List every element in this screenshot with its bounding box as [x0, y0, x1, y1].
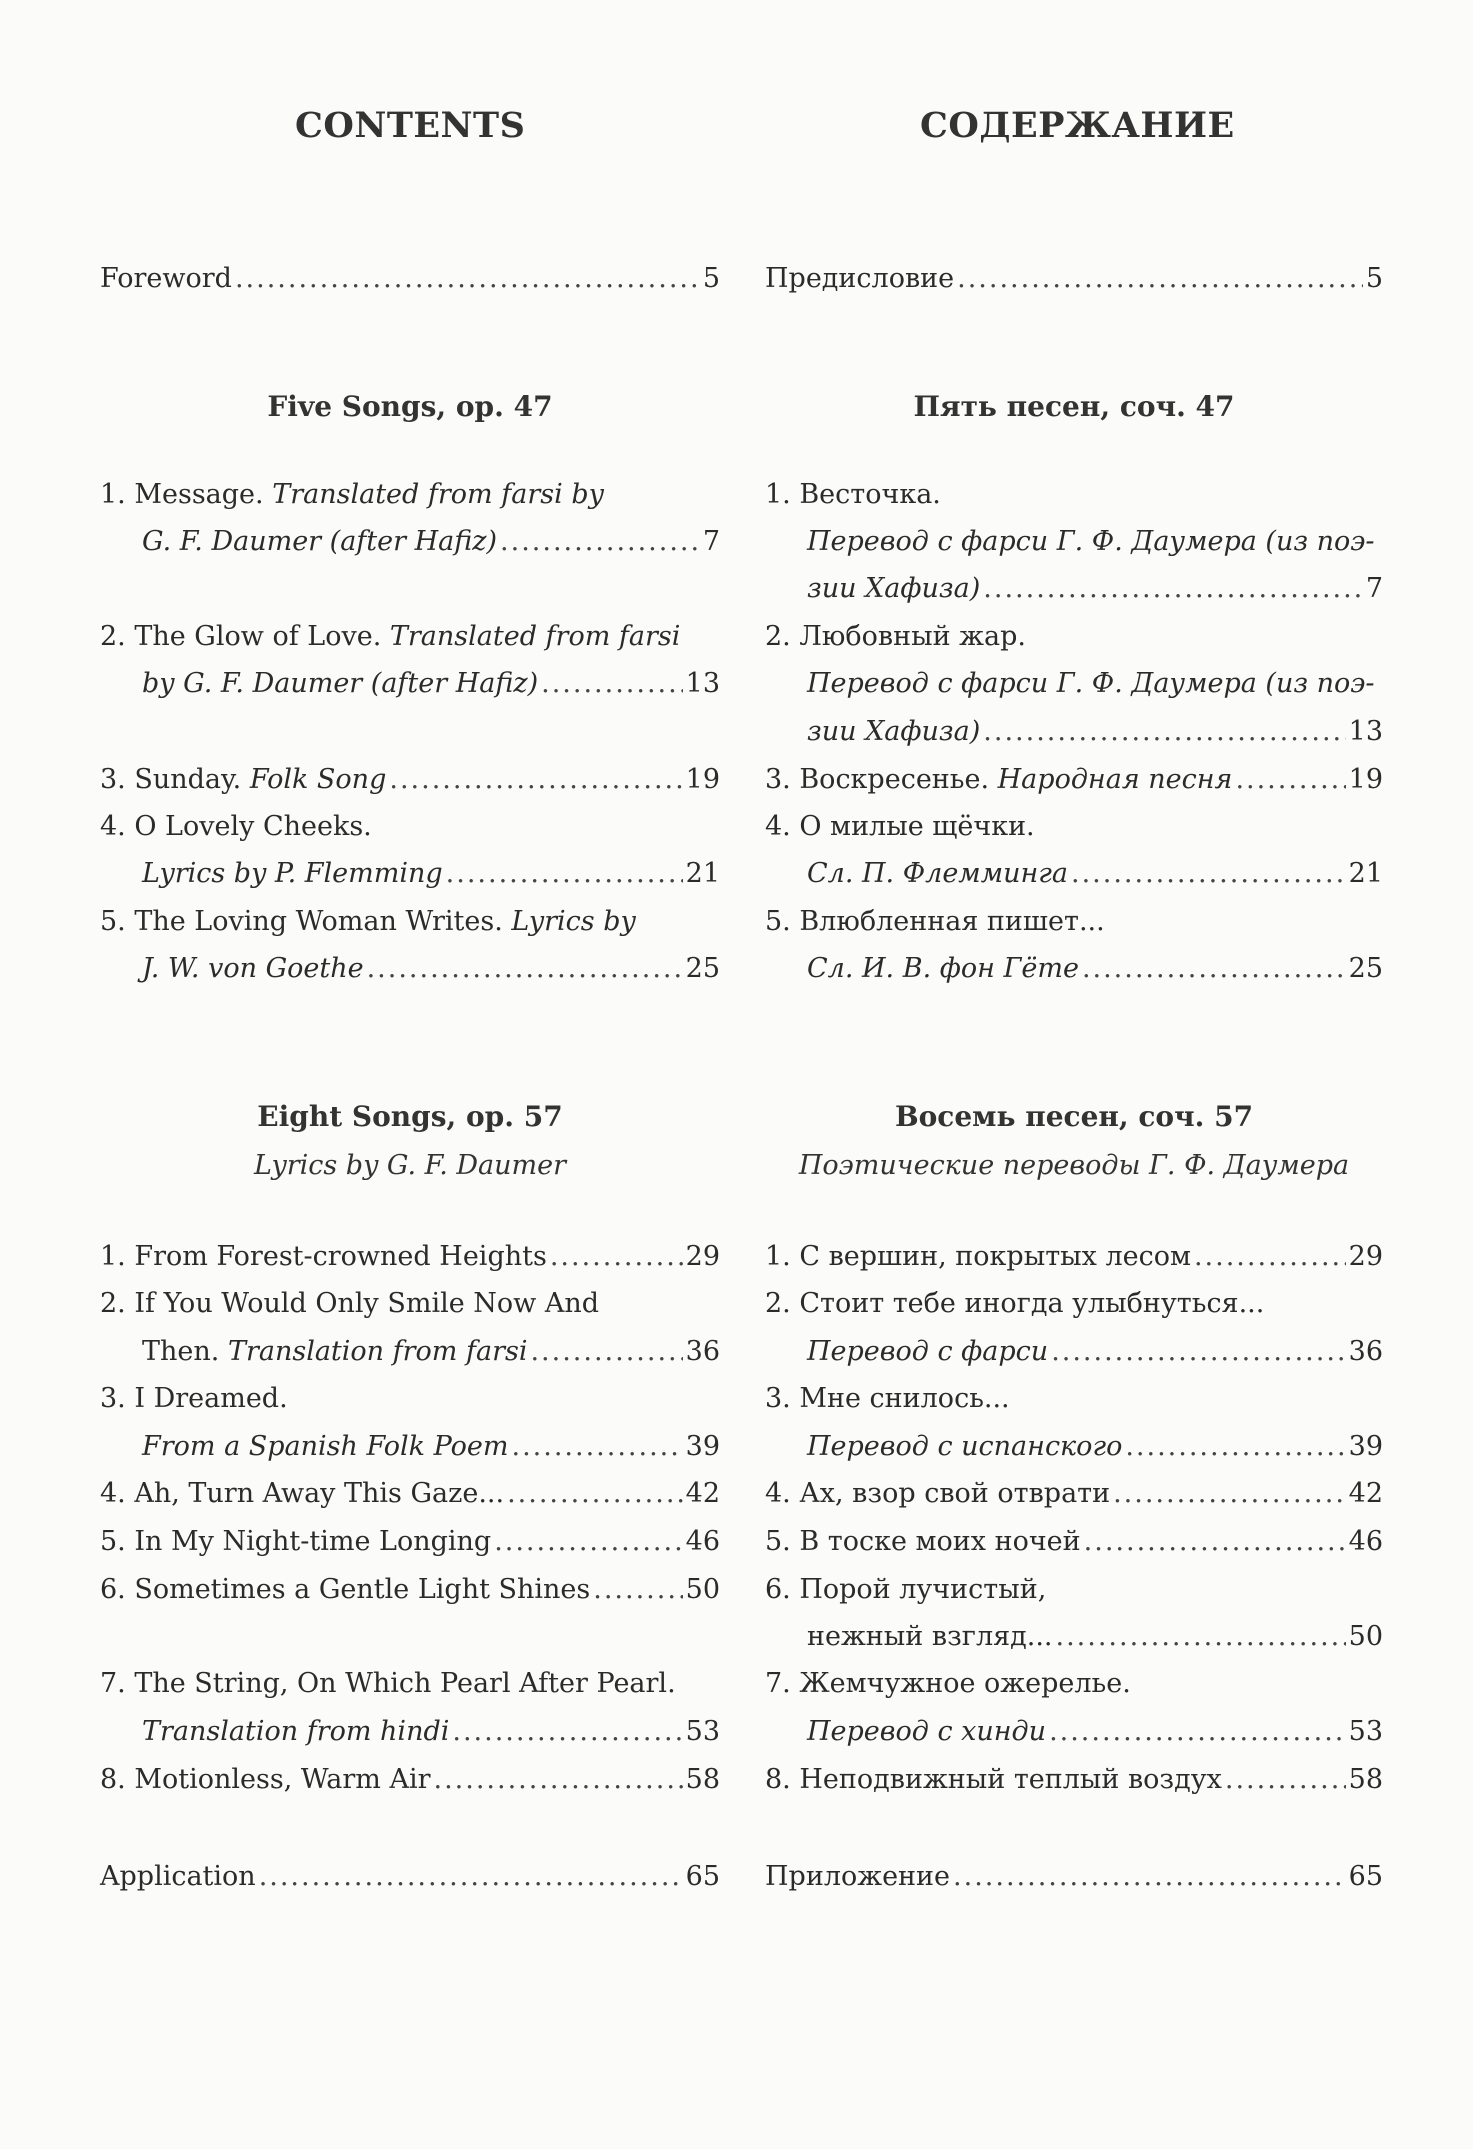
- entry-title: 2. Любовный жар.: [765, 621, 1026, 652]
- leader-dots: [1082, 952, 1346, 986]
- entry-italic-note: Перевод с хинди: [807, 1716, 1047, 1747]
- leader-dots: [507, 1477, 683, 1511]
- entry-page: 42: [685, 1478, 720, 1509]
- entry-page: 65: [685, 1861, 720, 1892]
- leader-dots: [452, 1715, 682, 1749]
- leader-dots: [530, 1335, 682, 1369]
- toc-entry-line: [765, 1382, 1383, 1416]
- toc-entry: [100, 1477, 720, 1511]
- entry-text: [100, 1525, 491, 1559]
- entry-italic-note: Translated from farsi: [389, 621, 681, 652]
- entry-text: [765, 905, 1105, 939]
- entry-text: [807, 525, 1375, 559]
- entry-text: [100, 1667, 676, 1701]
- toc-entry: [100, 1240, 720, 1274]
- leader-dots: [1235, 763, 1345, 797]
- entry-italic-note: зии Хафиза): [807, 716, 981, 747]
- entry-italic-note: Сл. П. Флемминга: [807, 858, 1068, 889]
- entry-page: 36: [685, 1336, 720, 1367]
- leader-dots: [541, 667, 683, 701]
- toc-entry: [100, 857, 720, 891]
- entry-text: [100, 905, 636, 939]
- entry-title: 3. I Dreamed.: [100, 1383, 288, 1414]
- entry-text: [100, 763, 386, 797]
- entry-title: 7. The String, On Which Pearl After Pearl.: [100, 1668, 676, 1699]
- entry-title: 4. Ах, взор свой отврати: [765, 1478, 1111, 1509]
- leader-dots: [389, 763, 682, 797]
- entry-title: 7. Жемчужное ожерелье.: [765, 1668, 1131, 1699]
- entry-text: [807, 572, 980, 606]
- entry-title: 1. Message.: [100, 479, 273, 510]
- entry-text: [807, 715, 980, 749]
- toc-entry-line: [765, 1287, 1383, 1321]
- entry-page: 36: [1348, 1336, 1383, 1367]
- entry-page: 21: [1348, 858, 1383, 889]
- entry-text: [807, 952, 1079, 986]
- toc-entry: [765, 1240, 1383, 1274]
- entry-title: 5. The Loving Woman Writes.: [100, 906, 512, 937]
- entry-italic-note: Translation from hindi: [142, 1716, 450, 1747]
- entry-page: 53: [685, 1716, 720, 1747]
- leader-dots: [259, 1860, 683, 1894]
- entry-italic-note: Translated from farsi by: [272, 479, 604, 510]
- entry-title: 2. If You Would Only Smile Now And: [100, 1288, 600, 1319]
- toc-entry: [100, 952, 720, 986]
- toc-entry: [100, 763, 720, 797]
- entry-page: 5: [702, 263, 720, 294]
- entry-text: [100, 1763, 431, 1797]
- entry-page: 58: [1348, 1764, 1383, 1795]
- entry-italic-note: From a Spanish Folk Poem: [142, 1431, 509, 1462]
- leader-dots: [1049, 1715, 1346, 1749]
- entry-text: [807, 1430, 1122, 1464]
- entry-text: [765, 1382, 1010, 1416]
- section-title-five-songs: Five Songs, op. 47: [267, 390, 553, 423]
- leader-dots: [1194, 1240, 1346, 1274]
- entry-text: [765, 1573, 1046, 1607]
- toc-entry-line: [765, 525, 1383, 559]
- entry-page: 7: [1365, 573, 1383, 604]
- section-subtitle-eight-songs: Lyrics by G. F. Daumer: [253, 1150, 567, 1181]
- entry-page: 42: [1348, 1478, 1383, 1509]
- section-subtitle-eight-songs-ru: Поэтические переводы Г. Ф. Даумера: [798, 1150, 1350, 1181]
- entry-text: [807, 1715, 1046, 1749]
- leader-dots: [235, 262, 700, 296]
- leader-dots: [367, 952, 683, 986]
- entry-page: 7: [702, 526, 720, 557]
- entry-page: 65: [1348, 1861, 1383, 1892]
- entry-label: Foreword: [100, 263, 232, 294]
- entry-text: [765, 763, 1232, 797]
- entry-title: 5. В тоске моих ночей: [765, 1526, 1081, 1557]
- entry-text: [765, 1287, 1264, 1321]
- toc-entry: [765, 857, 1383, 891]
- entry-page: 19: [685, 764, 720, 795]
- entry-title: Then.: [142, 1336, 228, 1367]
- toc-entry-line: [765, 810, 1383, 844]
- entry-text: [807, 857, 1068, 891]
- entry-text: [765, 1240, 1191, 1274]
- toc-entry: [100, 667, 720, 701]
- leader-dots: [494, 1525, 682, 1559]
- entry-italic-note: Перевод с фарси: [807, 1336, 1049, 1367]
- entry-title: 4. Ah, Turn Away This Gaze...: [100, 1478, 505, 1509]
- entry-text: [100, 1477, 504, 1511]
- toc-entry-line: [765, 478, 1383, 512]
- entry-title: 5. In My Night-time Longing: [100, 1526, 492, 1557]
- entry-italic-note: Перевод с фарси Г. Ф. Даумера (из поэ-: [807, 668, 1375, 699]
- toc-entry-application-ru: [765, 1860, 1383, 1894]
- entry-label: Приложение: [765, 1861, 951, 1892]
- entry-page: 46: [685, 1526, 720, 1557]
- entry-text: [142, 1335, 527, 1369]
- leader-dots: [446, 857, 683, 891]
- entry-text: [807, 1335, 1048, 1369]
- entry-page: 39: [685, 1431, 720, 1462]
- entry-text: [100, 1382, 288, 1416]
- toc-entry-line: [100, 478, 720, 512]
- leader-dots: [1071, 857, 1346, 891]
- toc-entry-line: [765, 1573, 1383, 1607]
- entry-text: [100, 478, 604, 512]
- entry-page: 58: [685, 1764, 720, 1795]
- toc-entry-line: [765, 620, 1383, 654]
- entry-italic-note: Перевод с фарси Г. Ф. Даумера (из поэ-: [807, 526, 1375, 557]
- entry-title: нежный взгляд...: [807, 1621, 1053, 1652]
- entry-title: 4. O Lovely Cheeks.: [100, 811, 372, 842]
- toc-entry-line: [100, 1287, 720, 1321]
- entry-label: Application: [100, 1861, 256, 1892]
- entry-text: [100, 1240, 547, 1274]
- leader-dots: [512, 1430, 683, 1464]
- entry-italic-note: Сл. И. В. фон Гёте: [807, 953, 1079, 984]
- leader-dots: [983, 572, 1363, 606]
- entry-text: [100, 1573, 590, 1607]
- toc-entry: [765, 1620, 1383, 1654]
- toc-entry: [100, 1335, 720, 1369]
- entry-page: 46: [1348, 1526, 1383, 1557]
- leader-dots: [1051, 1335, 1345, 1369]
- toc-entry: [765, 1763, 1383, 1797]
- entry-italic-note: Народная песня: [997, 764, 1233, 795]
- entry-page: 39: [1348, 1431, 1383, 1462]
- toc-entry: [765, 1335, 1383, 1369]
- entry-italic-note: Перевод с испанского: [807, 1431, 1123, 1462]
- entry-page: 50: [1348, 1621, 1383, 1652]
- toc-entry: [765, 715, 1383, 749]
- entry-title: 3. Sunday.: [100, 764, 250, 795]
- toc-entry-line: [100, 905, 720, 939]
- entry-title: 1. С вершин, покрытых лесом: [765, 1241, 1191, 1272]
- entry-italic-note: G. F. Daumer (after Hafiz): [142, 526, 498, 557]
- entry-title: 3. Мне снилось...: [765, 1383, 1010, 1414]
- toc-entry: [765, 1430, 1383, 1464]
- toc-entry-line: [100, 1667, 720, 1701]
- entry-text: [142, 1715, 449, 1749]
- leader-dots: [957, 262, 1363, 296]
- entry-page: 13: [685, 668, 720, 699]
- toc-entry: [100, 1430, 720, 1464]
- entry-text: [100, 810, 372, 844]
- entry-page: 53: [1348, 1716, 1383, 1747]
- entry-title: 4. О милые щёчки.: [765, 811, 1035, 842]
- leader-dots: [1125, 1430, 1345, 1464]
- entry-title: 6. Sometimes a Gentle Light Shines: [100, 1574, 591, 1605]
- toc-entry-line: [765, 1667, 1383, 1701]
- leader-dots: [434, 1763, 683, 1797]
- contents-title: CONTENTS: [295, 105, 526, 146]
- toc-entry-line: [100, 810, 720, 844]
- entry-text: [765, 1763, 1222, 1797]
- toc-entry: [765, 952, 1383, 986]
- toc-entry: [765, 572, 1383, 606]
- entry-page: 25: [685, 953, 720, 984]
- entry-title: 1. Весточка.: [765, 479, 941, 510]
- toc-entry: [100, 1525, 720, 1559]
- entry-page: 21: [685, 858, 720, 889]
- entry-title: 8. Неподвижный теплый воздух: [765, 1764, 1222, 1795]
- toc-entry-line: [100, 620, 720, 654]
- entry-text: [765, 810, 1035, 844]
- entry-text: [142, 952, 364, 986]
- entry-text: [765, 1667, 1131, 1701]
- leader-dots: [1056, 1620, 1346, 1654]
- entry-page: 25: [1348, 953, 1383, 984]
- entry-text: [142, 857, 443, 891]
- entry-italic-note: Translation from farsi: [227, 1336, 528, 1367]
- entry-page: 5: [1365, 263, 1383, 294]
- leader-dots: [953, 1860, 1346, 1894]
- toc-entry-line: [765, 905, 1383, 939]
- entry-text: [142, 1430, 509, 1464]
- entry-title: 3. Воскресенье.: [765, 764, 998, 795]
- entry-italic-note: by G. F. Daumer (after Hafiz): [142, 668, 539, 699]
- section-title-five-songs-ru: Пять песен, соч. 47: [913, 390, 1235, 423]
- toc-entry: [765, 1715, 1383, 1749]
- entry-italic-note: Folk Song: [249, 764, 387, 795]
- entry-text: [100, 620, 680, 654]
- entry-title: 6. Порой лучистый,: [765, 1574, 1047, 1605]
- entry-text: [142, 667, 538, 701]
- entry-italic-note: Lyrics by: [511, 906, 636, 937]
- toc-entry: [100, 525, 720, 559]
- entry-text: [765, 620, 1026, 654]
- toc-entry-foreword-ru: [765, 262, 1383, 296]
- leader-dots: [500, 525, 700, 559]
- toc-entry: [100, 1573, 720, 1607]
- entry-text: [100, 1287, 599, 1321]
- toc-entry: [765, 1525, 1383, 1559]
- entry-italic-note: зии Хафиза): [807, 573, 981, 604]
- entry-title: 8. Motionless, Warm Air: [100, 1764, 431, 1795]
- contents-title-ru: СОДЕРЖАНИЕ: [920, 105, 1235, 146]
- toc-entry: [765, 763, 1383, 797]
- entry-text: [765, 1525, 1081, 1559]
- toc-entry-line: [765, 667, 1383, 701]
- entry-page: 50: [685, 1574, 720, 1605]
- entry-italic-note: J. W. von Goethe: [142, 953, 364, 984]
- section-title-eight-songs: Eight Songs, op. 57: [257, 1100, 563, 1133]
- leader-dots: [550, 1240, 683, 1274]
- leader-dots: [1225, 1763, 1346, 1797]
- entry-text: [807, 1620, 1053, 1654]
- entry-page: 29: [685, 1241, 720, 1272]
- entry-text: [765, 1477, 1110, 1511]
- entry-italic-note: Lyrics by P. Flemming: [142, 858, 443, 889]
- toc-entry: [765, 1477, 1383, 1511]
- leader-dots: [593, 1573, 682, 1607]
- entry-title: 1. From Forest-crowned Heights: [100, 1241, 547, 1272]
- entry-title: 5. Влюбленная пишет...: [765, 906, 1105, 937]
- leader-dots: [1113, 1477, 1346, 1511]
- entry-title: 2. The Glow of Love.: [100, 621, 390, 652]
- entry-page: 19: [1348, 764, 1383, 795]
- toc-entry-application: [100, 1860, 720, 1894]
- entry-text: [142, 525, 497, 559]
- toc-entry-foreword: [100, 262, 720, 296]
- leader-dots: [1084, 1525, 1346, 1559]
- leader-dots: [983, 715, 1345, 749]
- entry-text: [765, 478, 941, 512]
- entry-page: 29: [1348, 1241, 1383, 1272]
- toc-entry: [100, 1715, 720, 1749]
- entry-text: [807, 667, 1375, 701]
- entry-title: 2. Стоит тебе иногда улыбнуться...: [765, 1288, 1265, 1319]
- entry-label: Предисловие: [765, 263, 955, 294]
- entry-page: 13: [1348, 716, 1383, 747]
- section-title-eight-songs-ru: Восемь песен, соч. 57: [894, 1100, 1254, 1133]
- toc-entry-line: [100, 1382, 720, 1416]
- toc-entry: [100, 1763, 720, 1797]
